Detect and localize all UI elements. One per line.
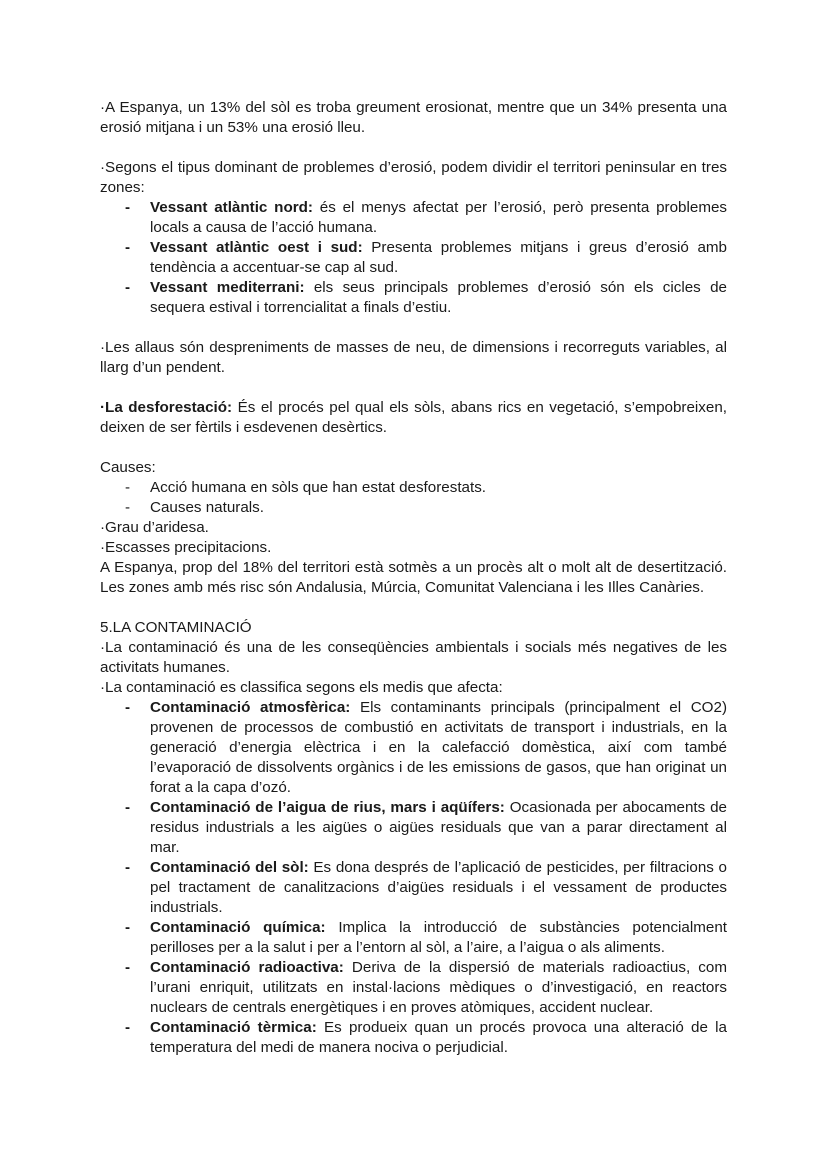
list-item: - Vessant atlàntic oest i sud: Presenta problemes mitjans i greus d’erosió amb tendència a accentuar-se cap al sud. bbox=[125, 239, 727, 276]
dash-bullet: - bbox=[125, 499, 131, 516]
list-item: - Vessant mediterrani: els seus principals problemes d’erosió són els cicles de sequera estival i torrencialitat a finals d’estiu. bbox=[125, 279, 727, 316]
dash-bullet: - bbox=[125, 279, 131, 296]
list-item: - Contaminació radioactiva: Deriva de la dispersió de materials radioactius, com l’urani enriquit, utilitzats en instal·lacions mèdiques o d’investigació, en reactors nuclears de centrals energètiques i en proves atòmiques, accident nuclear. bbox=[125, 959, 728, 1016]
list-item: - Causes naturals. bbox=[125, 499, 264, 516]
dash-bullet: - bbox=[125, 919, 131, 936]
allaus-paragraph: ·Les allaus són despreniments de masses de neu, de dimensions i recorreguts variables, al llarg d’un pendent. bbox=[100, 339, 727, 376]
zones-intro: ·Segons el tipus dominant de problemes d’erosió, podem dividir el territori peninsular en tres zones: bbox=[100, 159, 727, 196]
dash-bullet: - bbox=[125, 1019, 131, 1036]
erosion-stats: ·A Espanya, un 13% del sòl es troba greument erosionat, mentre que un 34% presenta una erosió mitjana i un 53% una erosió lleu. bbox=[100, 99, 727, 136]
spain-desertification: A Espanya, prop del 18% del territori està sotmès a un procès alt o molt alt de desertització. Les zones amb més risc són Andalusia, Múrcia, Comunitat Valenciana i les Illes Canàries. bbox=[100, 559, 727, 596]
contaminacio-intro: ·La contaminació és una de les conseqüències ambientals i socials més negatives de les activitats humanes. bbox=[100, 639, 727, 676]
dash-bullet: - bbox=[125, 239, 131, 256]
list-item: - Contaminació atmosfèrica: Els contaminants principals (principalment el CO2) provenen de processos de combustió en activitats de transport i industrials, en la generació d’energia elèctrica i en la calefacció domèstica, així com també l’evaporació de dissolvents orgànics i de les emissions de gasos, que han originat un forat a la capa d’ozó. bbox=[125, 699, 727, 796]
dash-bullet: - bbox=[125, 479, 131, 496]
contamination-types-list bbox=[100, 698, 727, 1058]
list-item: - Contaminació química: Implica la introducció de substàncies potencialment perilloses per a la salut i per a l’entorn al sòl, a l’aire, a l’aigua o als aliments. bbox=[125, 919, 727, 956]
extra-cause: ·Escasses precipitacions. bbox=[100, 539, 272, 556]
contaminacio-classifies: ·La contaminació es classifica segons els medis que afecta: bbox=[100, 679, 503, 696]
desforestacio-paragraph: ·La desforestació: És el procés pel qual els sòls, abans rics en vegetació, s’empobreixen, deixen de ser fèrtils i esdevenen desèrtics. bbox=[100, 399, 727, 436]
dash-bullet: - bbox=[125, 859, 131, 876]
dash-bullet: - bbox=[125, 799, 131, 816]
document-page bbox=[100, 98, 727, 1058]
dash-bullet: - bbox=[125, 959, 131, 976]
list-item: - Contaminació de l’aigua de rius, mars i aqüífers: Ocasionada per abocaments de residus industrials a les aigües o aigües residuals que van a parar directament al mar. bbox=[125, 799, 728, 856]
list-item: - Vessant atlàntic nord: és el menys afectat per l’erosió, però presenta problemes locals a causa de l’acció humana. bbox=[125, 199, 728, 236]
dash-bullet: - bbox=[125, 699, 131, 716]
list-item: - Contaminació del sòl: Es dona després de l’aplicació de pesticides, per filtracions o pel tractament de canalitzacions d’aigües residuals i el vessament de productes industrials. bbox=[125, 859, 727, 916]
section-heading: 5.LA CONTAMINACIÓ bbox=[100, 619, 252, 636]
zones-list bbox=[100, 198, 727, 318]
list-item: - Acció humana en sòls que han estat desforestats. bbox=[125, 479, 487, 496]
causes-list bbox=[100, 478, 727, 518]
extra-cause: ·Grau d’aridesa. bbox=[100, 519, 209, 536]
list-item: - Contaminació tèrmica: Es produeix quan un procés provoca una alteració de la temperatura del medi de manera nociva o perjudicial. bbox=[125, 1019, 727, 1056]
dash-bullet: - bbox=[125, 199, 131, 216]
causes-label: Causes: bbox=[100, 459, 156, 476]
